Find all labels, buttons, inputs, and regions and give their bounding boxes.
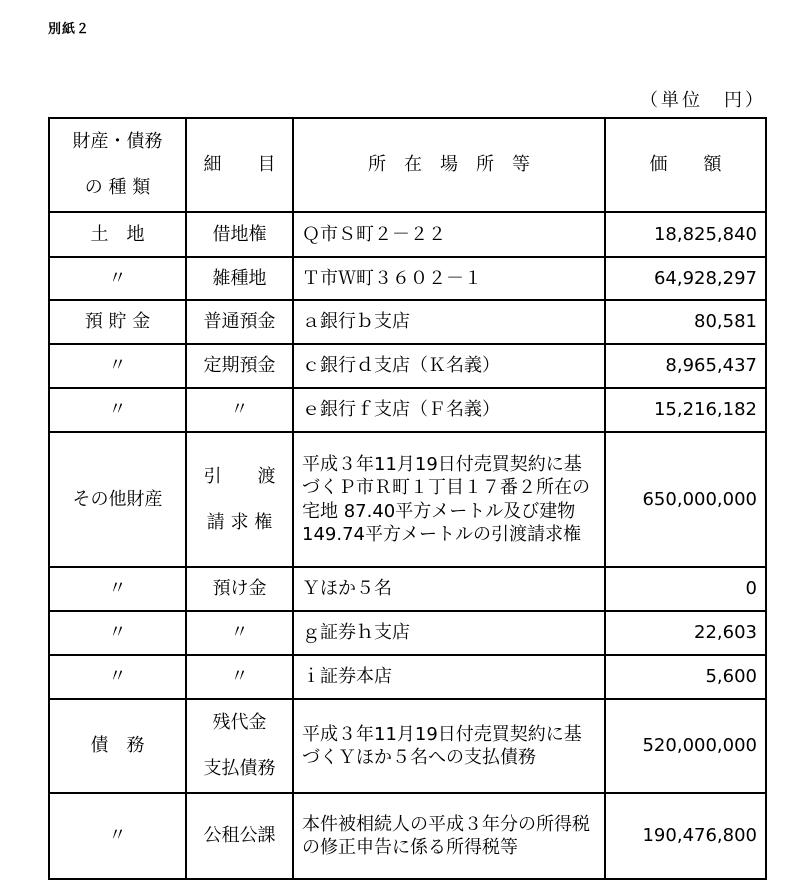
header-location: 所 在 場 所 等 (293, 118, 605, 212)
row-value: 5,600 (605, 655, 766, 699)
row-location: 本件被相続人の平成３年分の所得税の修正申告に係る所得税等 (293, 793, 605, 879)
row-detail: 〃 (186, 388, 293, 432)
row-category: 土 地 (49, 212, 186, 257)
row-category: 〃 (49, 793, 186, 879)
table-row (49, 388, 766, 432)
row-detail: 〃 (186, 655, 293, 699)
row-location: ｅ銀行ｆ支店（Ｆ名義） (293, 388, 605, 432)
row-detail: 預け金 (186, 567, 293, 611)
row-value: 64,928,297 (605, 257, 766, 300)
row-detail-line1: 残代金 (212, 712, 267, 733)
header-category (49, 118, 186, 212)
header-category-line2: の 種 類 (84, 177, 151, 198)
row-detail: 定期預金 (186, 344, 293, 388)
header-row (49, 118, 766, 212)
row-location: ｉ証券本店 (293, 655, 605, 699)
row-value: 520,000,000 (605, 699, 766, 793)
row-value: 18,825,840 (605, 212, 766, 257)
row-location: ｇ証券ｈ支店 (293, 611, 605, 655)
row-location: 平成３年11月19日付売買契約に基づくＹほか５名への支払債務 (293, 699, 605, 793)
row-value: 22,603 (605, 611, 766, 655)
row-location: ｃ銀行ｄ支店（Ｋ名義） (293, 344, 605, 388)
row-detail (186, 699, 293, 793)
table-row (49, 611, 766, 655)
row-detail-line1: 引 渡 (203, 465, 276, 487)
table-row (49, 344, 766, 388)
header-value: 価 額 (605, 118, 766, 212)
row-detail (186, 432, 293, 567)
row-value: 15,216,182 (605, 388, 766, 432)
row-category: 〃 (49, 567, 186, 611)
row-location: ａ銀行ｂ支店 (293, 300, 605, 344)
row-detail: 雑種地 (186, 257, 293, 300)
annex-label: 別紙２ (48, 22, 91, 37)
header-category-line1: 財産・債務 (72, 131, 163, 152)
row-detail: 借地権 (186, 212, 293, 257)
row-detail: 普通預金 (186, 300, 293, 344)
table-row (49, 300, 766, 344)
table-row (49, 432, 766, 567)
row-category: 債 務 (49, 699, 186, 793)
row-category: 〃 (49, 611, 186, 655)
row-category: 〃 (49, 257, 186, 300)
row-location: 平成３年11月19日付売買契約に基づくＰ市Ｒ町１丁目１７番２所在の宅地 87.40平方メートル及び建物149.74平方メートルの引渡請求権 (293, 432, 605, 567)
row-value: 190,476,800 (605, 793, 766, 879)
row-location: Ｙほか５名 (293, 567, 605, 611)
row-location: Ｑ市Ｓ町２－２２ (293, 212, 605, 257)
table-row (49, 655, 766, 699)
table-row (49, 793, 766, 879)
row-category: 〃 (49, 655, 186, 699)
table-row (49, 567, 766, 611)
row-value: 80,581 (605, 300, 766, 344)
row-detail-line2: 支払債務 (203, 758, 276, 779)
row-detail: 公租公課 (186, 793, 293, 879)
unit-label: （単位 円） (640, 90, 766, 111)
row-detail: 〃 (186, 611, 293, 655)
header-detail: 細 目 (186, 118, 293, 212)
asset-liability-table (48, 117, 767, 880)
row-location: Ｔ市Ｗ町３６０２－１ (293, 257, 605, 300)
table-row (49, 699, 766, 793)
row-value: 650,000,000 (605, 432, 766, 567)
row-value: 8,965,437 (605, 344, 766, 388)
row-category: 〃 (49, 388, 186, 432)
row-category: その他財産 (49, 432, 186, 567)
row-detail-line2: 請 求 権 (206, 511, 273, 533)
row-category: 〃 (49, 344, 186, 388)
row-value: 0 (605, 567, 766, 611)
table-row (49, 212, 766, 257)
table-row (49, 257, 766, 300)
row-category: 預 貯 金 (49, 300, 186, 344)
